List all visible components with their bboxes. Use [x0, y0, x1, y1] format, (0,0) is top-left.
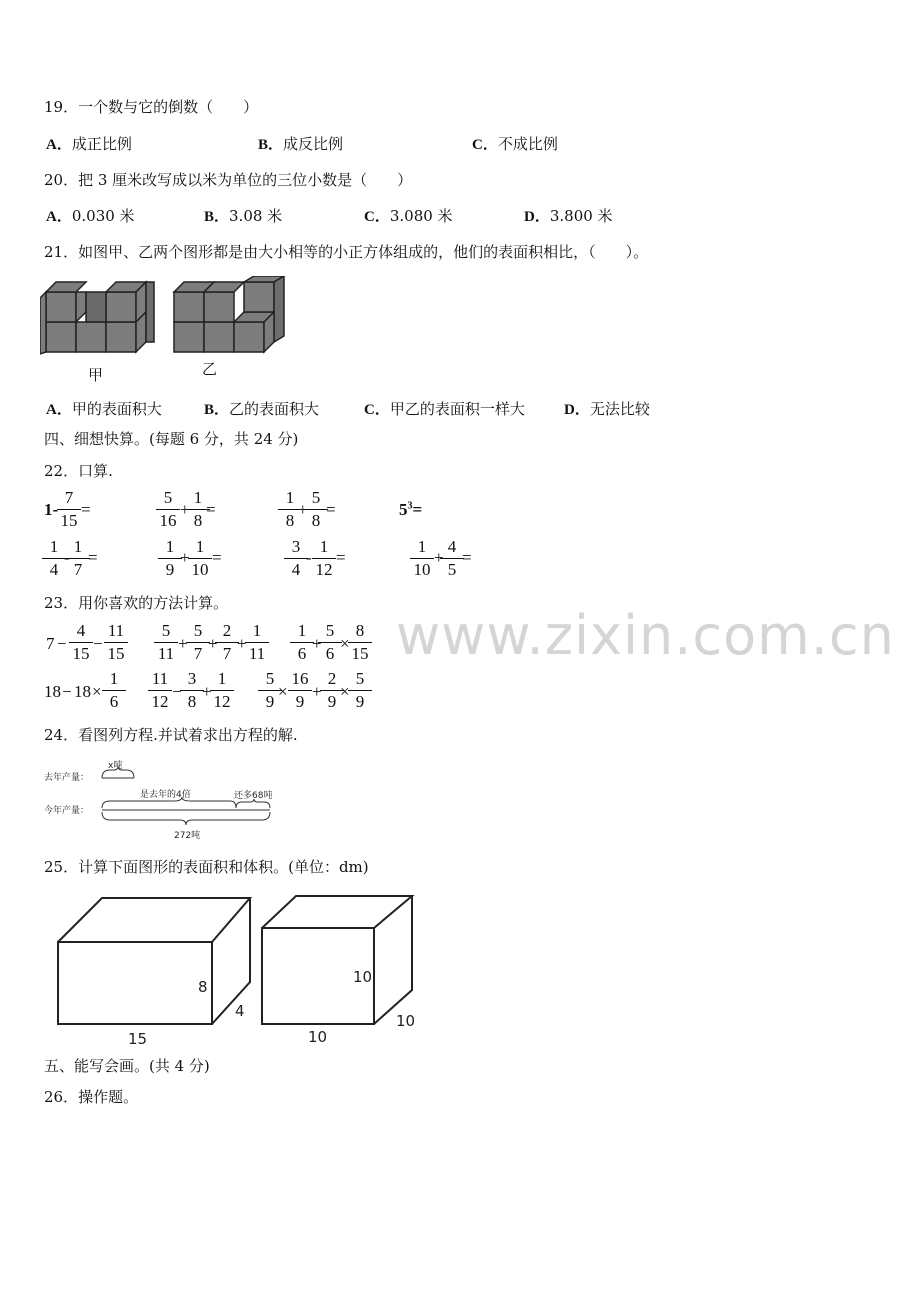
fraction: 1 8 — [278, 489, 302, 530]
times-label: 是去年的4倍 — [140, 790, 191, 800]
question-19-stem: 19．一个数与它的倒数（ ） — [44, 98, 259, 116]
power-expression: $5^3=$ — [399, 500, 423, 519]
fraction: 11 12 — [148, 670, 172, 711]
equals-sign: = — [206, 500, 216, 519]
box-1-depth: 4 — [235, 1002, 245, 1020]
operator: + — [202, 682, 212, 701]
total-label: 272吨 — [174, 831, 201, 841]
label-jia: 甲 — [88, 366, 104, 384]
box-2-side — [374, 896, 412, 1024]
fraction: 1 7 — [66, 538, 90, 579]
cube-face — [106, 292, 136, 322]
cube-top — [46, 282, 86, 292]
fraction: 2 7 — [215, 622, 239, 663]
operator: - — [306, 548, 312, 567]
fraction: 5 7 — [186, 622, 210, 663]
option-letter: B． — [204, 402, 230, 418]
segment-diagram — [40, 756, 290, 844]
cube-face — [106, 322, 136, 352]
cube-figures — [40, 276, 290, 388]
cube-face — [76, 322, 106, 352]
figure-jia — [40, 282, 154, 354]
fraction: 1 10 — [188, 538, 212, 579]
figure-yi — [174, 276, 284, 352]
q19-option-b — [258, 133, 343, 154]
cube-side — [40, 292, 46, 354]
fraction: 1 12 — [210, 670, 234, 711]
more-label: 还多68吨 — [234, 791, 273, 801]
expr-prefix: 1- — [44, 500, 59, 519]
cube-face — [46, 292, 76, 322]
option-text: 3.080 米 — [389, 207, 453, 225]
box-2-length: 10 — [308, 1028, 328, 1046]
q21-option-a — [46, 398, 162, 419]
number: 18 — [44, 682, 61, 701]
fraction: 7 15 — [57, 489, 81, 530]
option-text: 甲的表面积大 — [71, 400, 162, 418]
section-4-heading: 四、细想快算。(每题 6 分，共 24 分) — [44, 430, 299, 448]
option-text: 不成比例 — [497, 135, 558, 153]
option-letter: D． — [524, 209, 550, 225]
cube-face — [46, 322, 76, 352]
equals-sign: = — [212, 548, 222, 567]
brace-x — [102, 766, 134, 778]
fraction: 5 6 — [318, 622, 342, 663]
option-text: 0.030 米 — [71, 207, 135, 225]
equals-sign: = — [326, 500, 336, 519]
cube-hollow — [86, 292, 106, 322]
box-2-height: 10 — [353, 968, 373, 986]
operator: + — [237, 634, 247, 653]
fraction: 1 11 — [245, 622, 269, 663]
equals-sign: = — [88, 548, 98, 567]
option-text: 成反比例 — [283, 135, 344, 153]
cube-face — [204, 292, 234, 322]
fraction: 1 6 — [290, 622, 314, 663]
option-letter: C． — [364, 209, 390, 225]
q21-option-c — [364, 398, 525, 419]
fraction: 1 9 — [158, 538, 182, 579]
operator: + — [180, 548, 190, 567]
q21-option-b — [204, 398, 319, 419]
fraction: 8 15 — [348, 622, 372, 663]
box-1-length: 15 — [128, 1030, 148, 1048]
number: 18 — [74, 682, 91, 701]
operator: + — [208, 634, 218, 653]
box-2 — [262, 896, 412, 1024]
fraction: 5 11 — [154, 622, 178, 663]
fraction: 2 9 — [320, 670, 344, 711]
operator: + — [312, 682, 322, 701]
fraction: 1 8 — [186, 489, 210, 530]
cube-face — [244, 282, 274, 312]
operator: − — [172, 682, 182, 701]
option-letter: D． — [564, 402, 590, 418]
label-yi: 乙 — [202, 360, 218, 378]
q21-option-d — [564, 398, 650, 419]
question-24-stem: 24．看图列方程.并试着求出方程的解. — [44, 726, 298, 744]
question-22-stem: 22．口算. — [44, 462, 113, 480]
fraction: 5 9 — [258, 670, 282, 711]
brace-total — [102, 812, 270, 825]
fraction: 16 9 — [288, 670, 312, 711]
fraction: 1 6 — [102, 670, 126, 711]
equals-sign: = — [336, 548, 346, 567]
box-1-top — [58, 898, 250, 942]
cube-face — [204, 322, 234, 352]
operator: − — [93, 634, 103, 653]
box-2-depth: 10 — [396, 1012, 416, 1030]
option-text: 3.800 米 — [549, 207, 613, 225]
q19-option-c — [472, 133, 558, 154]
option-text: 乙的表面积大 — [229, 400, 320, 418]
operator: × — [92, 682, 102, 701]
this-year-label: 今年产量： — [44, 806, 90, 816]
fraction: 1 10 — [410, 538, 434, 579]
fraction: 1 4 — [42, 538, 66, 579]
operator: × — [340, 682, 350, 701]
fraction: 5 9 — [348, 670, 372, 711]
q20-option-a — [46, 205, 135, 226]
operator: × — [278, 682, 288, 701]
section-5-heading: 五、能写会画。(共 4 分) — [44, 1057, 210, 1075]
fraction: 1 12 — [312, 538, 336, 579]
operator: + — [312, 634, 322, 653]
question-23-stem: 23．用你喜欢的方法计算。 — [44, 594, 229, 612]
x-label: x吨 — [108, 761, 123, 771]
option-text: 成正比例 — [71, 135, 132, 153]
box-2-top — [262, 896, 412, 928]
operator: + — [178, 634, 188, 653]
option-letter: A． — [46, 402, 72, 418]
box-1-height: 8 — [198, 978, 208, 996]
cube-side — [146, 282, 154, 342]
cube-inner — [76, 292, 86, 322]
box-figures — [44, 890, 424, 1048]
option-letter: A． — [46, 137, 72, 153]
option-letter: C． — [472, 137, 498, 153]
operator: − — [62, 682, 72, 701]
operator: + — [434, 548, 444, 567]
equals-sign: = — [462, 548, 472, 567]
fraction: 4 15 — [69, 622, 93, 663]
option-letter: A． — [46, 209, 72, 225]
question-26-stem: 26．操作题。 — [44, 1088, 139, 1106]
equals-sign: = — [81, 500, 91, 519]
question-21-stem: 21．如图甲、乙两个图形都是由大小相等的小正方体组成的，他们的表面积相比，（ ）。 — [44, 243, 649, 261]
q20-option-c — [364, 205, 453, 226]
question-20-stem: 20．把 3 厘米改写成以米为单位的三位小数是（ ） — [44, 171, 413, 189]
operator: + — [180, 500, 190, 519]
option-text: 无法比较 — [589, 400, 650, 418]
box-1-front — [58, 942, 212, 1024]
option-letter: B． — [258, 137, 284, 153]
watermark: www.zixin.com.cn — [396, 604, 895, 667]
cube-side — [274, 276, 284, 342]
option-text: 甲乙的表面积一样大 — [389, 400, 525, 418]
operator: + — [298, 500, 308, 519]
q20-option-b — [204, 205, 282, 226]
number: 7 — [46, 634, 55, 653]
operator: − — [57, 634, 67, 653]
option-letter: B． — [204, 209, 230, 225]
operator: - — [64, 548, 70, 567]
option-text: 3.08 米 — [229, 207, 283, 225]
cube-face — [174, 322, 204, 352]
fraction: 5 16 — [156, 489, 180, 530]
fraction: 4 5 — [440, 538, 464, 579]
cube-face — [234, 322, 264, 352]
fraction: 5 8 — [304, 489, 328, 530]
last-year-label: 去年产量： — [44, 773, 90, 783]
option-letter: C． — [364, 402, 390, 418]
fraction: 3 8 — [180, 670, 204, 711]
box-1 — [58, 898, 250, 1024]
fraction: 11 15 — [104, 622, 128, 663]
q20-option-d — [524, 205, 613, 226]
q19-option-a — [46, 133, 132, 154]
cube-face — [174, 292, 204, 322]
fraction: 3 4 — [284, 538, 308, 579]
question-25-stem: 25．计算下面图形的表面积和体积。(单位：dm) — [44, 858, 369, 876]
operator: × — [340, 634, 350, 653]
